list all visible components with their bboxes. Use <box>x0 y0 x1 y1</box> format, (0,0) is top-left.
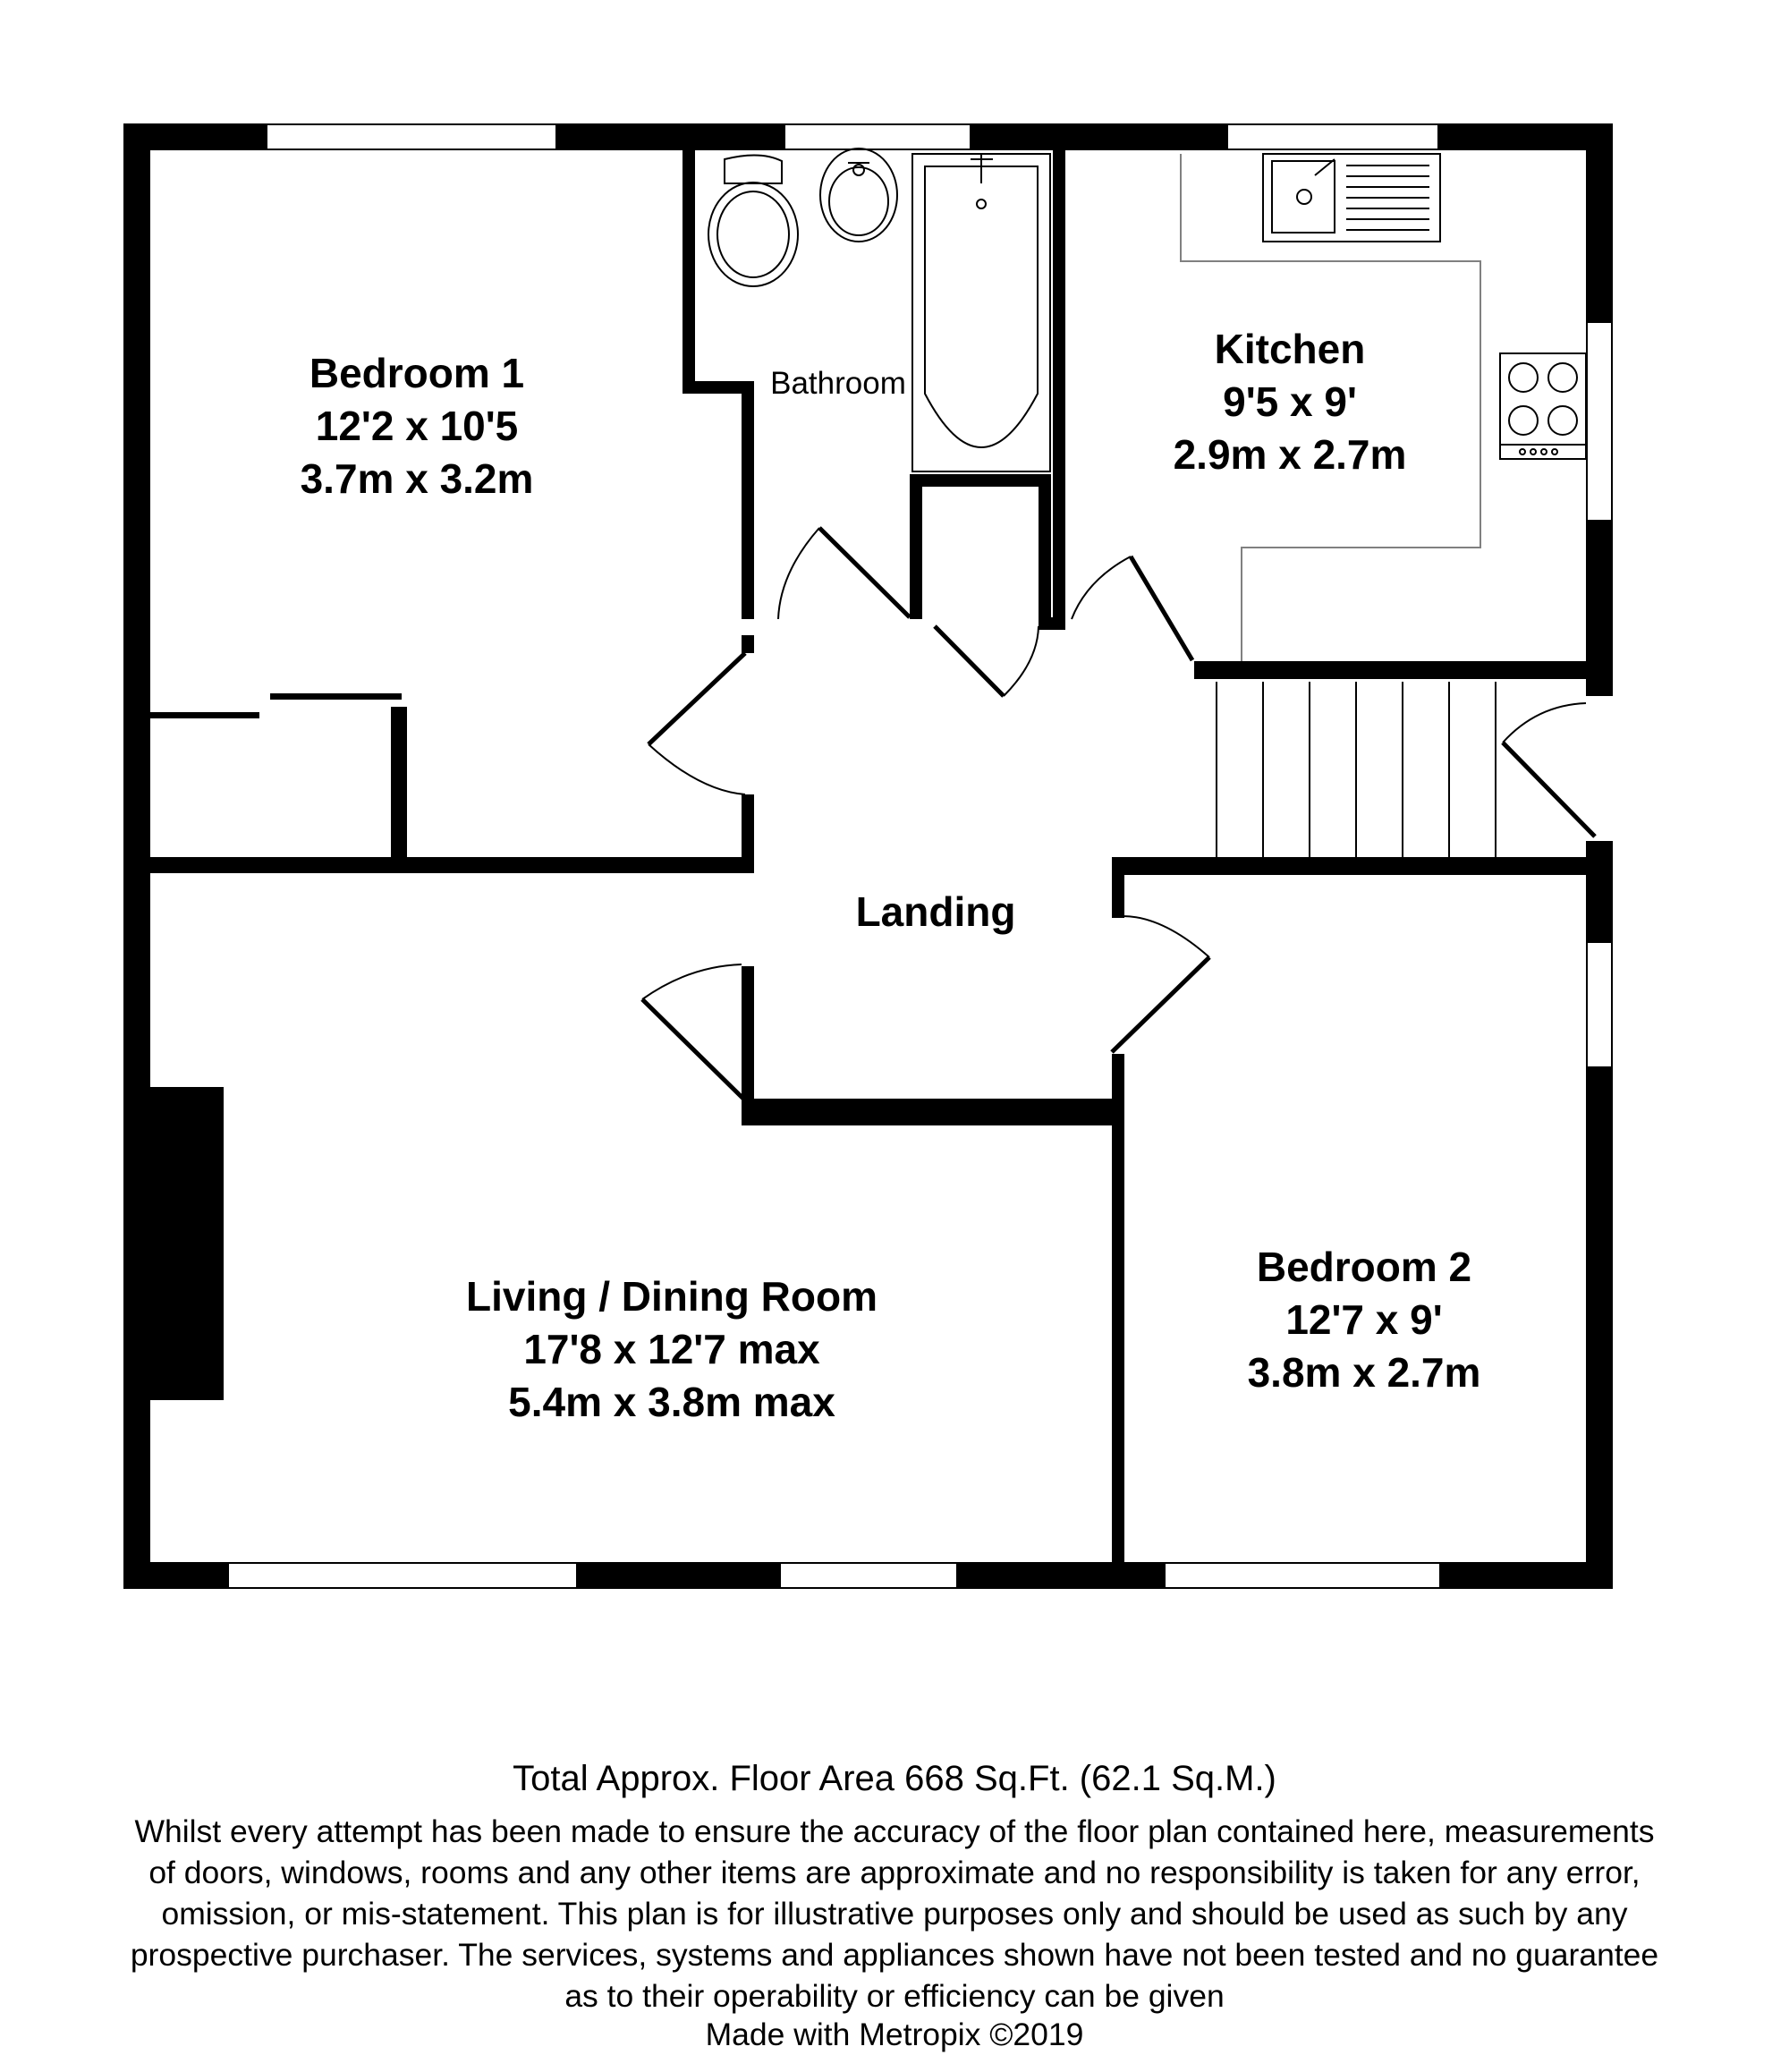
bath-icon <box>912 154 1050 471</box>
kitchen-imperial: 9'5 x 9' <box>1223 378 1357 425</box>
bedroom2-imperial: 12'7 x 9' <box>1285 1296 1443 1343</box>
bathroom-name: Bathroom <box>770 366 906 401</box>
bedroom1-name: Bedroom 1 <box>309 350 525 396</box>
toilet-bowl <box>708 183 798 286</box>
staircase <box>1217 682 1496 859</box>
made-with-credit: Made with Metropix ©2019 <box>705 2017 1084 2052</box>
living-imperial: 17'8 x 12'7 max <box>523 1326 820 1372</box>
bedroom1-metric: 3.7m x 3.2m <box>300 455 534 502</box>
room-label-bedroom2 <box>1248 1244 1481 1396</box>
living-metric: 5.4m x 3.8m max <box>508 1379 835 1425</box>
disclaimer-line: as to their operability or efficiency can be given <box>564 1978 1225 2014</box>
disclaimer <box>0 1811 1789 2017</box>
toilet-cistern <box>725 155 782 183</box>
living-name: Living / Dining Room <box>466 1273 878 1320</box>
room-label-living <box>466 1273 878 1425</box>
disclaimer-line: of doors, windows, rooms and any other items are approximate and no responsibility is taken for any error, <box>148 1855 1641 1890</box>
disclaimer-line: prospective purchaser. The services, systems and appliances shown have not been tested and no guarantee <box>130 1937 1659 1973</box>
bedroom1-imperial: 12'2 x 10'5 <box>315 403 519 449</box>
landing-name: Landing <box>855 888 1016 935</box>
doors <box>642 528 1595 1100</box>
bedroom2-name: Bedroom 2 <box>1256 1244 1472 1290</box>
bathroom-fixtures <box>708 149 1050 471</box>
kitchen-metric: 2.9m x 2.7m <box>1173 431 1407 478</box>
room-label-bedroom1 <box>301 350 534 502</box>
bedroom2-metric: 3.8m x 2.7m <box>1247 1349 1481 1396</box>
kitchen-name: Kitchen <box>1214 326 1366 372</box>
disclaimer-line: Whilst every attempt has been made to ensure the accuracy of the floor plan contained here, measurements <box>134 1813 1655 1849</box>
total-floor-area: Total Approx. Floor Area 668 Sq.Ft. (62.1 Sq.M.) <box>513 1759 1276 1798</box>
disclaimer-line: omission, or mis-statement. This plan is for illustrative purposes only and should be used as such by any <box>161 1896 1628 1932</box>
room-label-kitchen <box>1174 326 1407 478</box>
hob-icon <box>1500 353 1586 459</box>
